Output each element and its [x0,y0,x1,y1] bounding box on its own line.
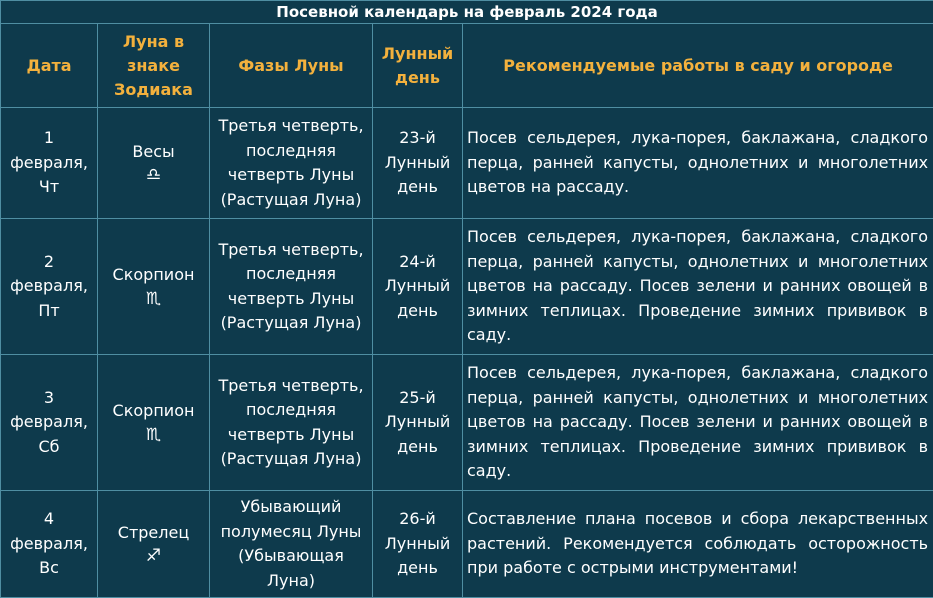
sagittarius-icon: ♐ [100,545,207,567]
moon-sign-name: Весы [132,142,174,161]
works-cell: Посев сельдерея, лука-порея, баклажана, сладкого перца, ранней капусты, однолетних и многолетних цветов на рассаду. Посев зелени и ранних овощей в зимних теплицах. Проведение зимних прививок в саду. [463,355,933,491]
date-cell [1,219,98,355]
header-moon-sign: Луна в знаке Зодиака [98,24,210,108]
header-recommended-works: Рекомендуемые работы в саду и огороде [463,24,933,108]
table-row [1,491,933,598]
date-month: февраля, [3,274,95,299]
date-day: 3 [3,386,95,411]
scorpio-icon: ♏ [100,424,207,446]
table-row [1,108,933,219]
lunar-day-cell: 25-й Лунный день [373,355,463,491]
header-lunar-day: Лунный день [373,24,463,108]
date-day: 4 [3,507,95,532]
table-title: Посевной календарь на февраль 2024 года [1,1,933,24]
date-day: 2 [3,250,95,275]
works-cell: Посев сельдерея, лука-порея, баклажана, сладкого перца, ранней капусты, однолетних и многолетних цветов на рассаду. Посев зелени и ранних овощей в зимних теплицах. Проведение зимних прививок в саду. [463,219,933,355]
moon-sign-name: Скорпион [113,401,195,420]
moon-phase-cell: Третья четверть, последняя четверть Луны (Растущая Луна) [210,108,373,219]
date-day: 1 [3,126,95,151]
header-row [1,24,933,108]
moon-phase-cell: Третья четверть, последняя четверть Луны (Растущая Луна) [210,355,373,491]
date-weekday: Пт [3,299,95,324]
date-weekday: Чт [3,175,95,200]
moon-phase-cell: Убывающий полумесяц Луны (Убывающая Луна) [210,491,373,598]
moon-sign-name: Скорпион [113,265,195,284]
header-date: Дата [1,24,98,108]
lunar-day-cell: 24-й Лунный день [373,219,463,355]
date-cell [1,491,98,598]
table-row [1,355,933,491]
scorpio-icon: ♏ [100,288,207,310]
date-month: февраля, [3,410,95,435]
works-cell: Составление плана посевов и сбора лекарственных растений. Рекомендуется соблюдать осторожность при работе с острыми инструментами! [463,491,933,598]
works-cell: Посев сельдерея, лука-порея, баклажана, сладкого перца, ранней капусты, однолетних и многолетних цветов на рассаду. [463,108,933,219]
moon-sign-cell [98,355,210,491]
header-moon-phases: Фазы Луны [210,24,373,108]
date-weekday: Вс [3,556,95,581]
moon-sign-cell [98,108,210,219]
moon-phase-cell: Третья четверть, последняя четверть Луны (Растущая Луна) [210,219,373,355]
date-weekday: Сб [3,435,95,460]
moon-sign-name: Стрелец [118,523,189,542]
lunar-day-cell: 26-й Лунный день [373,491,463,598]
date-cell [1,355,98,491]
date-month: февраля, [3,532,95,557]
date-month: февраля, [3,151,95,176]
table-row [1,219,933,355]
lunar-day-cell: 23-й Лунный день [373,108,463,219]
moon-sign-cell [98,491,210,598]
moon-sign-cell [98,219,210,355]
date-cell [1,108,98,219]
libra-icon: ♎ [100,164,207,186]
